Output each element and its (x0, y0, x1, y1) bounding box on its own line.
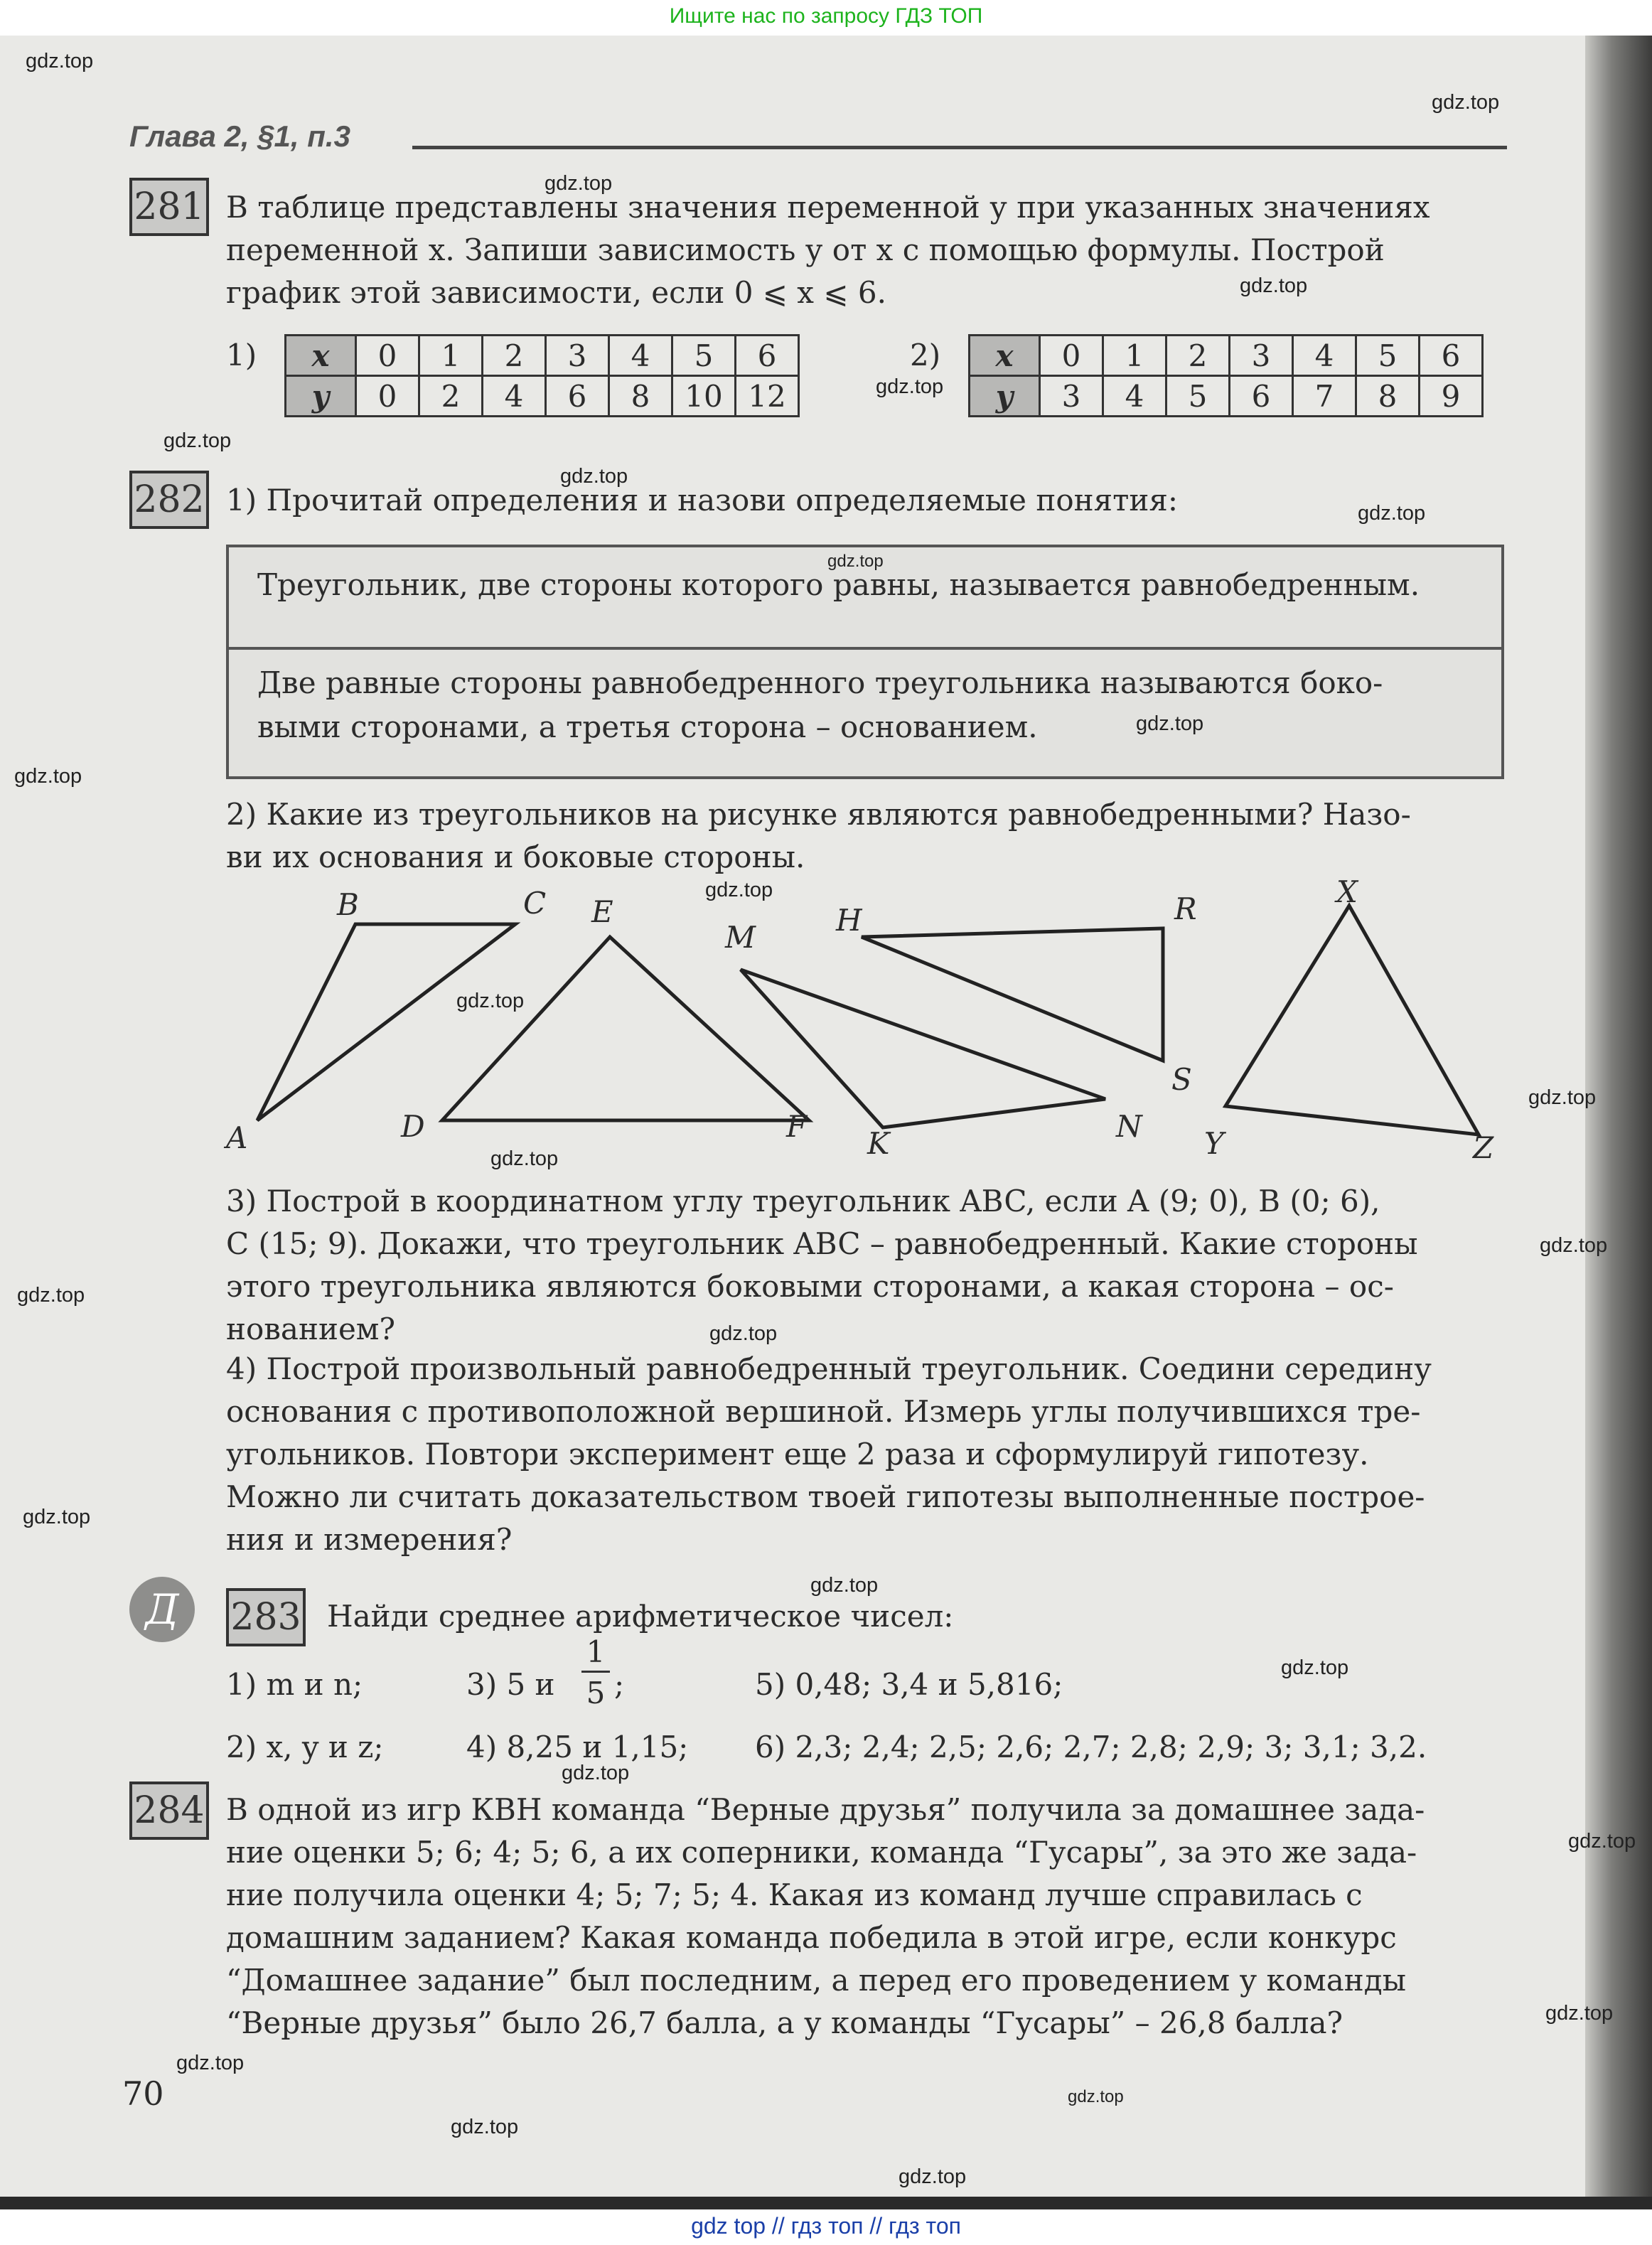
task-282-question-4-line-3: угольников. Повтори эксперимент еще 2 раза и сформулируй гипотезу. (226, 1437, 1369, 1472)
task-283-item-1: 1) m и n; (226, 1667, 363, 1702)
table-1-y-header: y (286, 376, 356, 417)
task-282-question-4-line-4: Можно ли считать доказательством твоей гипотезы выполненные построе- (226, 1479, 1425, 1514)
task-284-line-4: домашним заданием? Какая команда победила в этой игре, если конкурс (226, 1920, 1397, 1955)
table-1-y-cell: 2 (419, 376, 483, 417)
table-2-y-cell: 5 (1166, 376, 1230, 417)
page-number: 70 (122, 2074, 164, 2113)
task-number-284: 284 (129, 1781, 209, 1840)
task-282-question-1: 1) Прочитай определения и назови определяемые понятия: (226, 483, 1179, 518)
table-2-x-cell: 0 (1040, 336, 1103, 376)
watermark: gdz.top (810, 1574, 879, 1597)
watermark: gdz.top (1432, 91, 1500, 114)
vertex-label-n: N (1116, 1109, 1142, 1144)
table-1-x-cell: 4 (609, 336, 672, 376)
table-2-x-cell: 6 (1420, 336, 1483, 376)
table-1-x-cell: 2 (483, 336, 546, 376)
table-1-y-cell: 0 (356, 376, 419, 417)
task-283-item-2: 2) x, y и z; (226, 1730, 384, 1764)
scan-bottom-edge (0, 2197, 1652, 2209)
vertex-label-e: E (591, 894, 613, 929)
triangle-mkn (741, 970, 1105, 1127)
task-number-281: 281 (129, 178, 209, 236)
watermark: gdz.top (709, 1322, 778, 1345)
table-2-x-header: x (970, 336, 1040, 376)
table-1-y-cell: 4 (483, 376, 546, 417)
vertex-label-b: B (337, 887, 359, 922)
vertex-label-d: D (401, 1109, 425, 1144)
vertex-label-a: A (226, 1120, 248, 1155)
task-284-line-6: “Верные друзья” было 26,7 балла, а у команды “Гусары” – 26,8 балла? (226, 2005, 1343, 2040)
vertex-label-s: S (1171, 1062, 1192, 1097)
watermark: gdz.top (1545, 2002, 1614, 2025)
table-1-x-cell: 5 (672, 336, 736, 376)
table-2-label: 2) (910, 338, 941, 373)
task-283-item-3: 3) 5 и (466, 1667, 555, 1702)
table-2-y-cell: 4 (1103, 376, 1166, 417)
task-282-question-3-line-1: 3) Построй в координатном углу треугольник ABC, если A (9; 0), B (0; 6), (226, 1184, 1380, 1218)
watermark: gdz.top (456, 990, 525, 1012)
watermark: gdz.top (14, 765, 82, 788)
definition-2-line-2: выми сторонами, а третья сторона – основанием. (257, 709, 1038, 744)
fraction-numerator: 1 (581, 1634, 610, 1673)
watermark: gdz.top (560, 465, 628, 488)
task-283-item-5: 5) 0,48; 3,4 и 5,816; (755, 1667, 1063, 1702)
watermark: gdz.top (163, 429, 232, 452)
task-283-item-4: 4) 8,25 и 1,15; (466, 1730, 689, 1764)
bottom-links[interactable]: gdz top // гдз топ // гдз топ (691, 2213, 961, 2239)
task-282-question-2-line-2: ви их основания и боковые стороны. (226, 840, 805, 874)
table-1-label: 1) (226, 338, 257, 373)
watermark: gdz.top (17, 1284, 85, 1307)
task-282-question-3-line-4: нованием? (226, 1312, 395, 1346)
watermark: gdz.top (23, 1506, 91, 1528)
watermark: gdz.top (1540, 1234, 1608, 1257)
watermark: gdz.top (1240, 274, 1308, 297)
watermark: gdz.top (1568, 1830, 1636, 1853)
table-2-y-cell: 8 (1356, 376, 1420, 417)
watermark: gdz.top (1528, 1086, 1597, 1109)
task-282-question-4-line-1: 4) Построй произвольный равнобедренный треугольник. Соедини середину (226, 1351, 1432, 1386)
triangle-abc (257, 924, 515, 1120)
table-1-x-cell: 0 (356, 336, 419, 376)
watermark: gdz.top (899, 2165, 967, 2188)
vertex-label-k: K (867, 1126, 890, 1161)
task-284-line-3: ние получила оценки 4; 5; 7; 5; 4. Какая из команд лучше справилась с (226, 1877, 1363, 1912)
triangle-xyz (1225, 906, 1479, 1135)
watermark: gdz.top (1068, 2087, 1124, 2106)
task-282-question-4-line-5: ния и измерения? (226, 1522, 513, 1557)
fraction-denominator: 5 (586, 1676, 606, 1710)
vertex-label-z: Z (1473, 1130, 1494, 1165)
table-2-y-cell: 9 (1420, 376, 1483, 417)
definition-1-text: Треугольник, две стороны которого равны, называется равнобедренным. (257, 567, 1420, 602)
watermark: gdz.top (827, 552, 884, 571)
vertex-label-h: H (836, 903, 862, 938)
task-284-line-1: В одной из игр КВН команда “Верные друзья” получила за домашнее зада- (226, 1792, 1425, 1827)
task-283-item-6: 6) 2,3; 2,4; 2,5; 2,6; 2,7; 2,8; 2,9; 3; 3,1; 3,2. (755, 1730, 1427, 1764)
task-number-282: 282 (129, 471, 209, 529)
task-284-line-5: “Домашнее задание” был последним, а перед его проведением у команды (226, 1963, 1407, 1998)
top-search-link[interactable]: Ищите нас по запросу ГДЗ ТОП (669, 4, 983, 28)
vertex-label-y: Y (1204, 1126, 1224, 1161)
table-1-x-cell: 6 (736, 336, 799, 376)
table-2-x-cell: 3 (1230, 336, 1293, 376)
vertex-label-m: M (725, 920, 756, 955)
table-1-y-cell: 8 (609, 376, 672, 417)
table-1-x-header: x (286, 336, 356, 376)
task-281-line-2: переменной х. Запиши зависимость у от х с помощью формулы. Построй (226, 232, 1385, 267)
watermark: gdz.top (176, 2052, 245, 2074)
table-2-y-header: y (970, 376, 1040, 417)
task-282-question-2-line-1: 2) Какие из треугольников на рисунке являются равнобедренными? Назо- (226, 797, 1411, 832)
homework-badge: Д (129, 1577, 195, 1642)
table-1-y-cell: 12 (736, 376, 799, 417)
vertex-label-x: X (1336, 874, 1358, 909)
watermark: gdz.top (562, 1762, 630, 1784)
task-number-283: 283 (226, 1588, 306, 1646)
table-2-x-cell: 1 (1103, 336, 1166, 376)
watermark: gdz.top (876, 375, 944, 398)
task-282-question-3-line-3: этого треугольника являются боковыми сторонами, а какая сторона – ос- (226, 1269, 1394, 1304)
vertex-label-f: F (786, 1109, 808, 1144)
task-281-line-1: В таблице представлены значения переменной у при указанных значениях (226, 190, 1430, 225)
task-283-statement: Найди среднее арифметическое чисел: (327, 1599, 954, 1634)
task-283-item-3-end: ; (614, 1667, 625, 1702)
table-2-y-cell: 7 (1293, 376, 1356, 417)
table-2-x-cell: 4 (1293, 336, 1356, 376)
task-282-question-4-line-2: основания с противоположной вершиной. Измерь углы получившихся тре- (226, 1394, 1421, 1429)
table-2-x-cell: 5 (1356, 336, 1420, 376)
table-2-x-cell: 2 (1166, 336, 1230, 376)
table-1-x-cell: 3 (546, 336, 609, 376)
vertex-label-c: C (523, 886, 547, 921)
watermark: gdz.top (451, 2116, 519, 2138)
table-2-y-cell: 3 (1040, 376, 1103, 417)
watermark: gdz.top (705, 879, 773, 901)
table-1-x-cell: 1 (419, 336, 483, 376)
triangle-hrs (862, 928, 1163, 1061)
task-281-line-3: график этой зависимости, если 0 ⩽ х ⩽ 6. (226, 275, 886, 310)
watermark: gdz.top (1358, 502, 1426, 525)
definition-2-line-1: Две равные стороны равнобедренного треугольника называются боко- (257, 665, 1383, 700)
watermark: gdz.top (1136, 712, 1204, 735)
vertex-label-r: R (1174, 891, 1197, 926)
table-1-y-cell: 6 (546, 376, 609, 417)
watermark: gdz.top (490, 1147, 559, 1170)
watermark: gdz.top (1281, 1656, 1349, 1679)
watermark: gdz.top (545, 172, 613, 195)
table-2-y-cell: 6 (1230, 376, 1293, 417)
triangle-def (442, 937, 809, 1120)
table-1-y-cell: 10 (672, 376, 736, 417)
chapter-heading: Глава 2, §1, п.3 (129, 119, 350, 153)
task-282-question-3-line-2: C (15; 9). Докажи, что треугольник ABC – равнобедренный. Какие стороны (226, 1226, 1418, 1261)
watermark: gdz.top (26, 50, 94, 73)
task-284-line-2: ние оценки 5; 6; 4; 5; 6, а их соперники, команда “Гусары”, за это же зада- (226, 1835, 1417, 1870)
